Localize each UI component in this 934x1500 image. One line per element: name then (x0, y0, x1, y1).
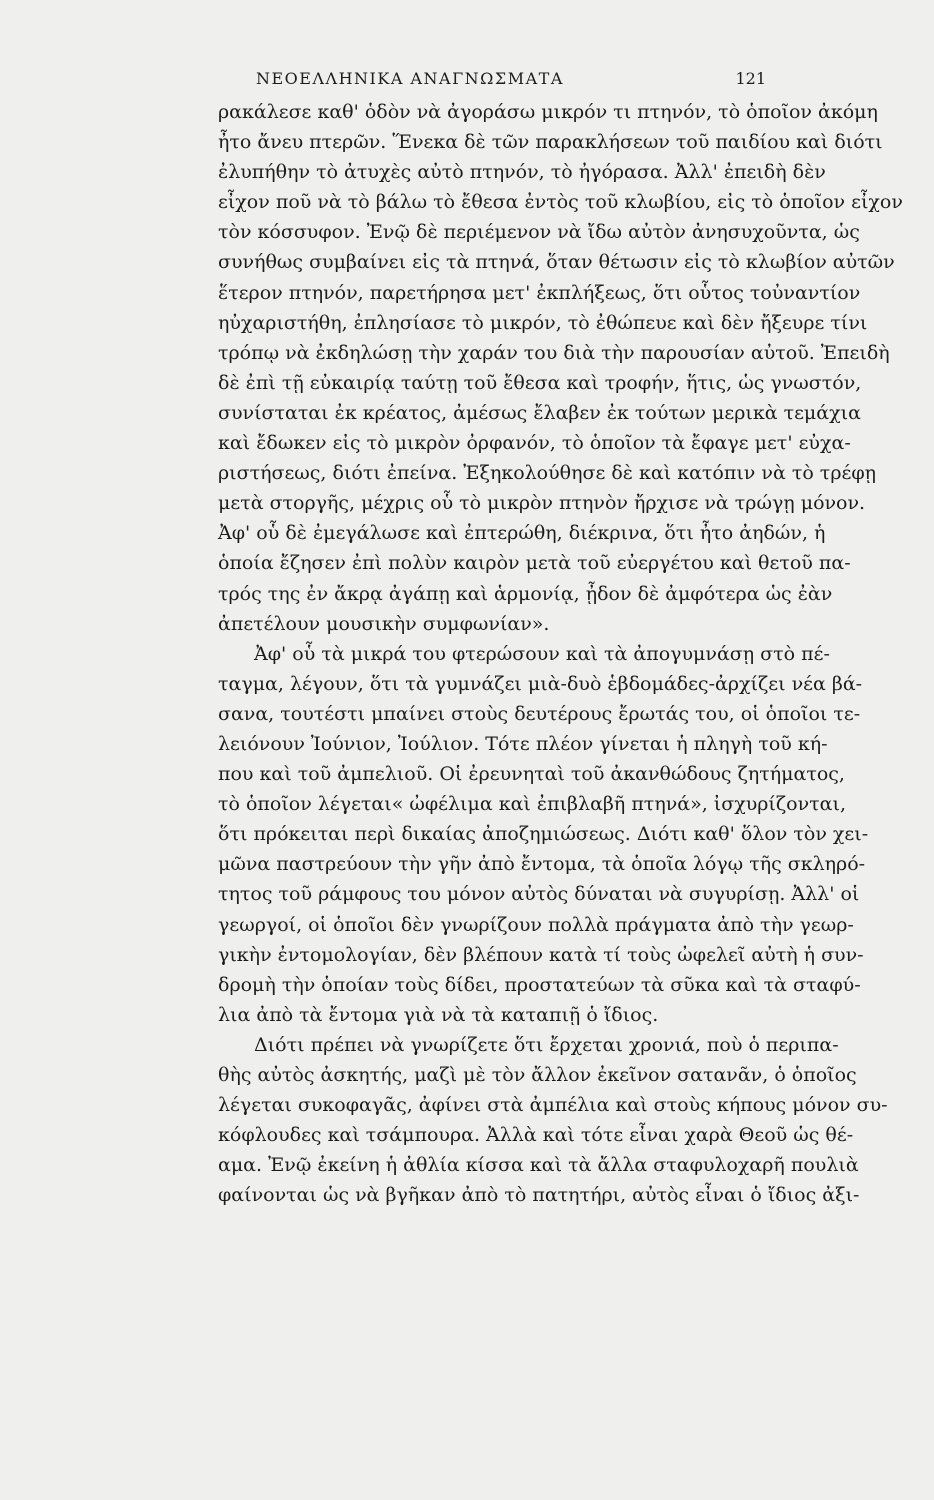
text-line: θὴς αὐτὸς ἀσκητής, μαζὶ μὲ τὸν ἄλλον ἐκεῖνον σατανᾶν, ὁ ὁποῖος (218, 1064, 857, 1086)
text-line: λέγεται συκοφαγᾶς, ἀφίνει στὰ ἀμπέλια καὶ στοὺς κήπους μόνον συ- (218, 1094, 888, 1117)
body-text (218, 97, 903, 1210)
text-line: μῶνα παστρεύουν τὴν γῆν ἀπὸ ἔντομα, τὰ ὁποῖα λόγῳ τῆς σκληρό- (218, 853, 866, 876)
text-line: ἦτο ἄνευ πτερῶν. Ἕνεκα δὲ τῶν παρακλήσεων τοῦ παιδίου καὶ διότι (218, 131, 883, 154)
text-line: τρός της ἐν ἄκρᾳ ἀγάπῃ καὶ ἁρμονίᾳ, ᾖδον δὲ ἀμφότερα ὡς ἐὰν (218, 582, 833, 605)
text-line: Ἀφ' οὗ δὲ ἐμεγάλωσε καὶ ἐπτερώθη, διέκρινα, ὅτι ἦτο ἀηδών, ἡ (218, 522, 826, 545)
text-line: κόφλουδες καὶ τσάμπουρα. Ἀλλὰ καὶ τότε εἶναι χαρὰ Θεοῦ ὡς θέ- (218, 1124, 854, 1147)
text-line: συνίσταται ἐκ κρέατος, ἀμέσως ἔλαβεν ἐκ τούτων μερικὰ τεμάχια (218, 401, 861, 424)
text-line: ρακάλεσε καθ' ὁδὸν νὰ ἀγοράσω μικρόν τι πτηνόν, τὸ ὁποῖον ἀκόμη (218, 101, 878, 123)
page-header (226, 64, 766, 94)
text-line: τρόπῳ νὰ ἐκδηλώσῃ τὴν χαράν του διὰ τὴν παρουσίαν αὐτοῦ. Ἐπειδὴ (218, 341, 890, 364)
page-number: 121 (735, 69, 766, 88)
text-line: ηὐχαριστήθη, ἐπλησίασε τὸ μικρόν, τὸ ἐθώπευε καὶ δὲν ἤξευρε τίνι (218, 311, 868, 334)
text-line: ἀπετέλουν μουσικὴν συμφωνίαν». (218, 612, 550, 635)
text-line: που καὶ τοῦ ἀμπελιοῦ. Οἱ ἐρευνηταὶ τοῦ ἀκανθώδους ζητήματος, (218, 763, 845, 786)
text-line: ὁποία ἔζησεν ἐπὶ πολὺν καιρὸν μετὰ τοῦ εὐεργέτου καὶ θετοῦ πα- (218, 552, 851, 575)
text-line: μετὰ στοργῆς, μέχρις οὗ τὸ μικρὸν πτηνὸν ἤρχισε νὰ τρώγῃ μόνον. (218, 492, 866, 515)
text-line: γεωργοί, οἱ ὁποῖοι δὲν γνωρίζουν πολλὰ πράγματα ἀπὸ τὴν γεωρ- (218, 913, 854, 936)
text-line: δρομὴ τὴν ὁποίαν τοὺς δίδει, προστατεύων τὰ σῦκα καὶ τὰ σταφύ- (218, 973, 861, 996)
text-line: δὲ ἐπὶ τῇ εὐκαιρίᾳ ταύτῃ τοῦ ἔθεσα καὶ τροφήν, ἥτις, ὡς γνωστόν, (218, 371, 862, 394)
text-line: ταγμα, λέγουν, ὅτι τὰ γυμνάζει μιὰ-δυὸ ἑβδομάδες-ἀρχίζει νέα βά- (218, 672, 863, 695)
text-line: ὅτι πρόκειται περὶ δικαίας ἀποζημιώσεως. Διότι καθ' ὅλον τὸν χει- (218, 823, 869, 846)
text-line: τητος τοῦ ράμφους του μόνον αὐτὸς δύναται νὰ συγυρίσῃ. Ἀλλ' οἱ (218, 883, 860, 906)
text-line: ἐλυπήθην τὸ ἀτυχὲς αὐτὸ πτηνόν, τὸ ἠγόρασα. Ἀλλ' ἐπειδὴ δὲν (218, 161, 826, 184)
text-line: λια ἀπὸ τὰ ἔντομα γιὰ νὰ τὰ καταπιῇ ὁ ἴδιος. (218, 1003, 659, 1026)
text-line: γικὴν ἐντομολογίαν, δὲν βλέπουν κατὰ τί τοὺς ὠφελεῖ αὐτὴ ἡ συν- (218, 943, 864, 966)
text-line: φαίνονται ὡς νὰ βγῆκαν ἀπὸ τὸ πατητήρι, αὐτὸς εἶναι ὁ ἴδιος ἀξι- (218, 1184, 860, 1207)
text-line: εἶχον ποῦ νὰ τὸ βάλω τὸ ἔθεσα ἐντὸς τοῦ κλωβίου, εἰς τὸ ὁποῖον εἶχον (218, 191, 903, 214)
text-line: Διότι πρέπει νὰ γνωρίζετε ὅτι ἔρχεται χρονιά, ποὺ ὁ περιπα- (254, 1033, 839, 1056)
text-line: σανα, τουτέστι μπαίνει στοὺς δευτέρους ἔρωτάς του, οἱ ὁποῖοι τε- (218, 702, 861, 725)
text-line: αμα. Ἐνῷ ἐκείνη ἡ ἀθλία κίσσα καὶ τὰ ἄλλα σταφυλοχαρῆ πουλιὰ (218, 1154, 859, 1177)
text-line: ριστήσεως, διότι ἐπείνα. Ἐξηκολούθησε δὲ καὶ κατόπιν νὰ τὸ τρέφῃ (218, 462, 877, 485)
text-line: ἕτερον πτηνόν, παρετήρησα μετ' ἐκπλήξεως, ὅτι οὗτος τοὐναντίον (218, 281, 861, 304)
running-title: ΝΕΟΕΛΛΗΝΙΚΑ ΑΝΑΓΝΩΣΜΑΤΑ (256, 69, 564, 88)
text-line: τὸν κόσσυφον. Ἐνῷ δὲ περιέμενον νὰ ἴδω αὐτὸν ἀνησυχοῦντα, ὡς (218, 221, 860, 244)
text-line: καὶ ἔδωκεν εἰς τὸ μικρὸν ὀρφανόν, τὸ ὁποῖον τὰ ἔφαγε μετ' εὐχα- (218, 432, 851, 455)
text-line: συνήθως συμβαίνει εἰς τὰ πτηνά, ὅταν θέτωσιν εἰς τὸ κλωβίον αὐτῶν (218, 251, 895, 274)
text-line: τὸ ὁποῖον λέγεται« ὠφέλιμα καὶ ἐπιβλαβῆ πτηνά», ἰσχυρίζονται, (218, 793, 847, 816)
text-line: Ἀφ' οὗ τὰ μικρά του φτερώσουν καὶ τὰ ἀπογυμνάσῃ στὸ πέ- (254, 642, 830, 665)
text-line: λειόνουν Ἰούνιον, Ἰούλιον. Τότε πλέον γίνεται ἡ πληγὴ τοῦ κή- (218, 732, 828, 755)
